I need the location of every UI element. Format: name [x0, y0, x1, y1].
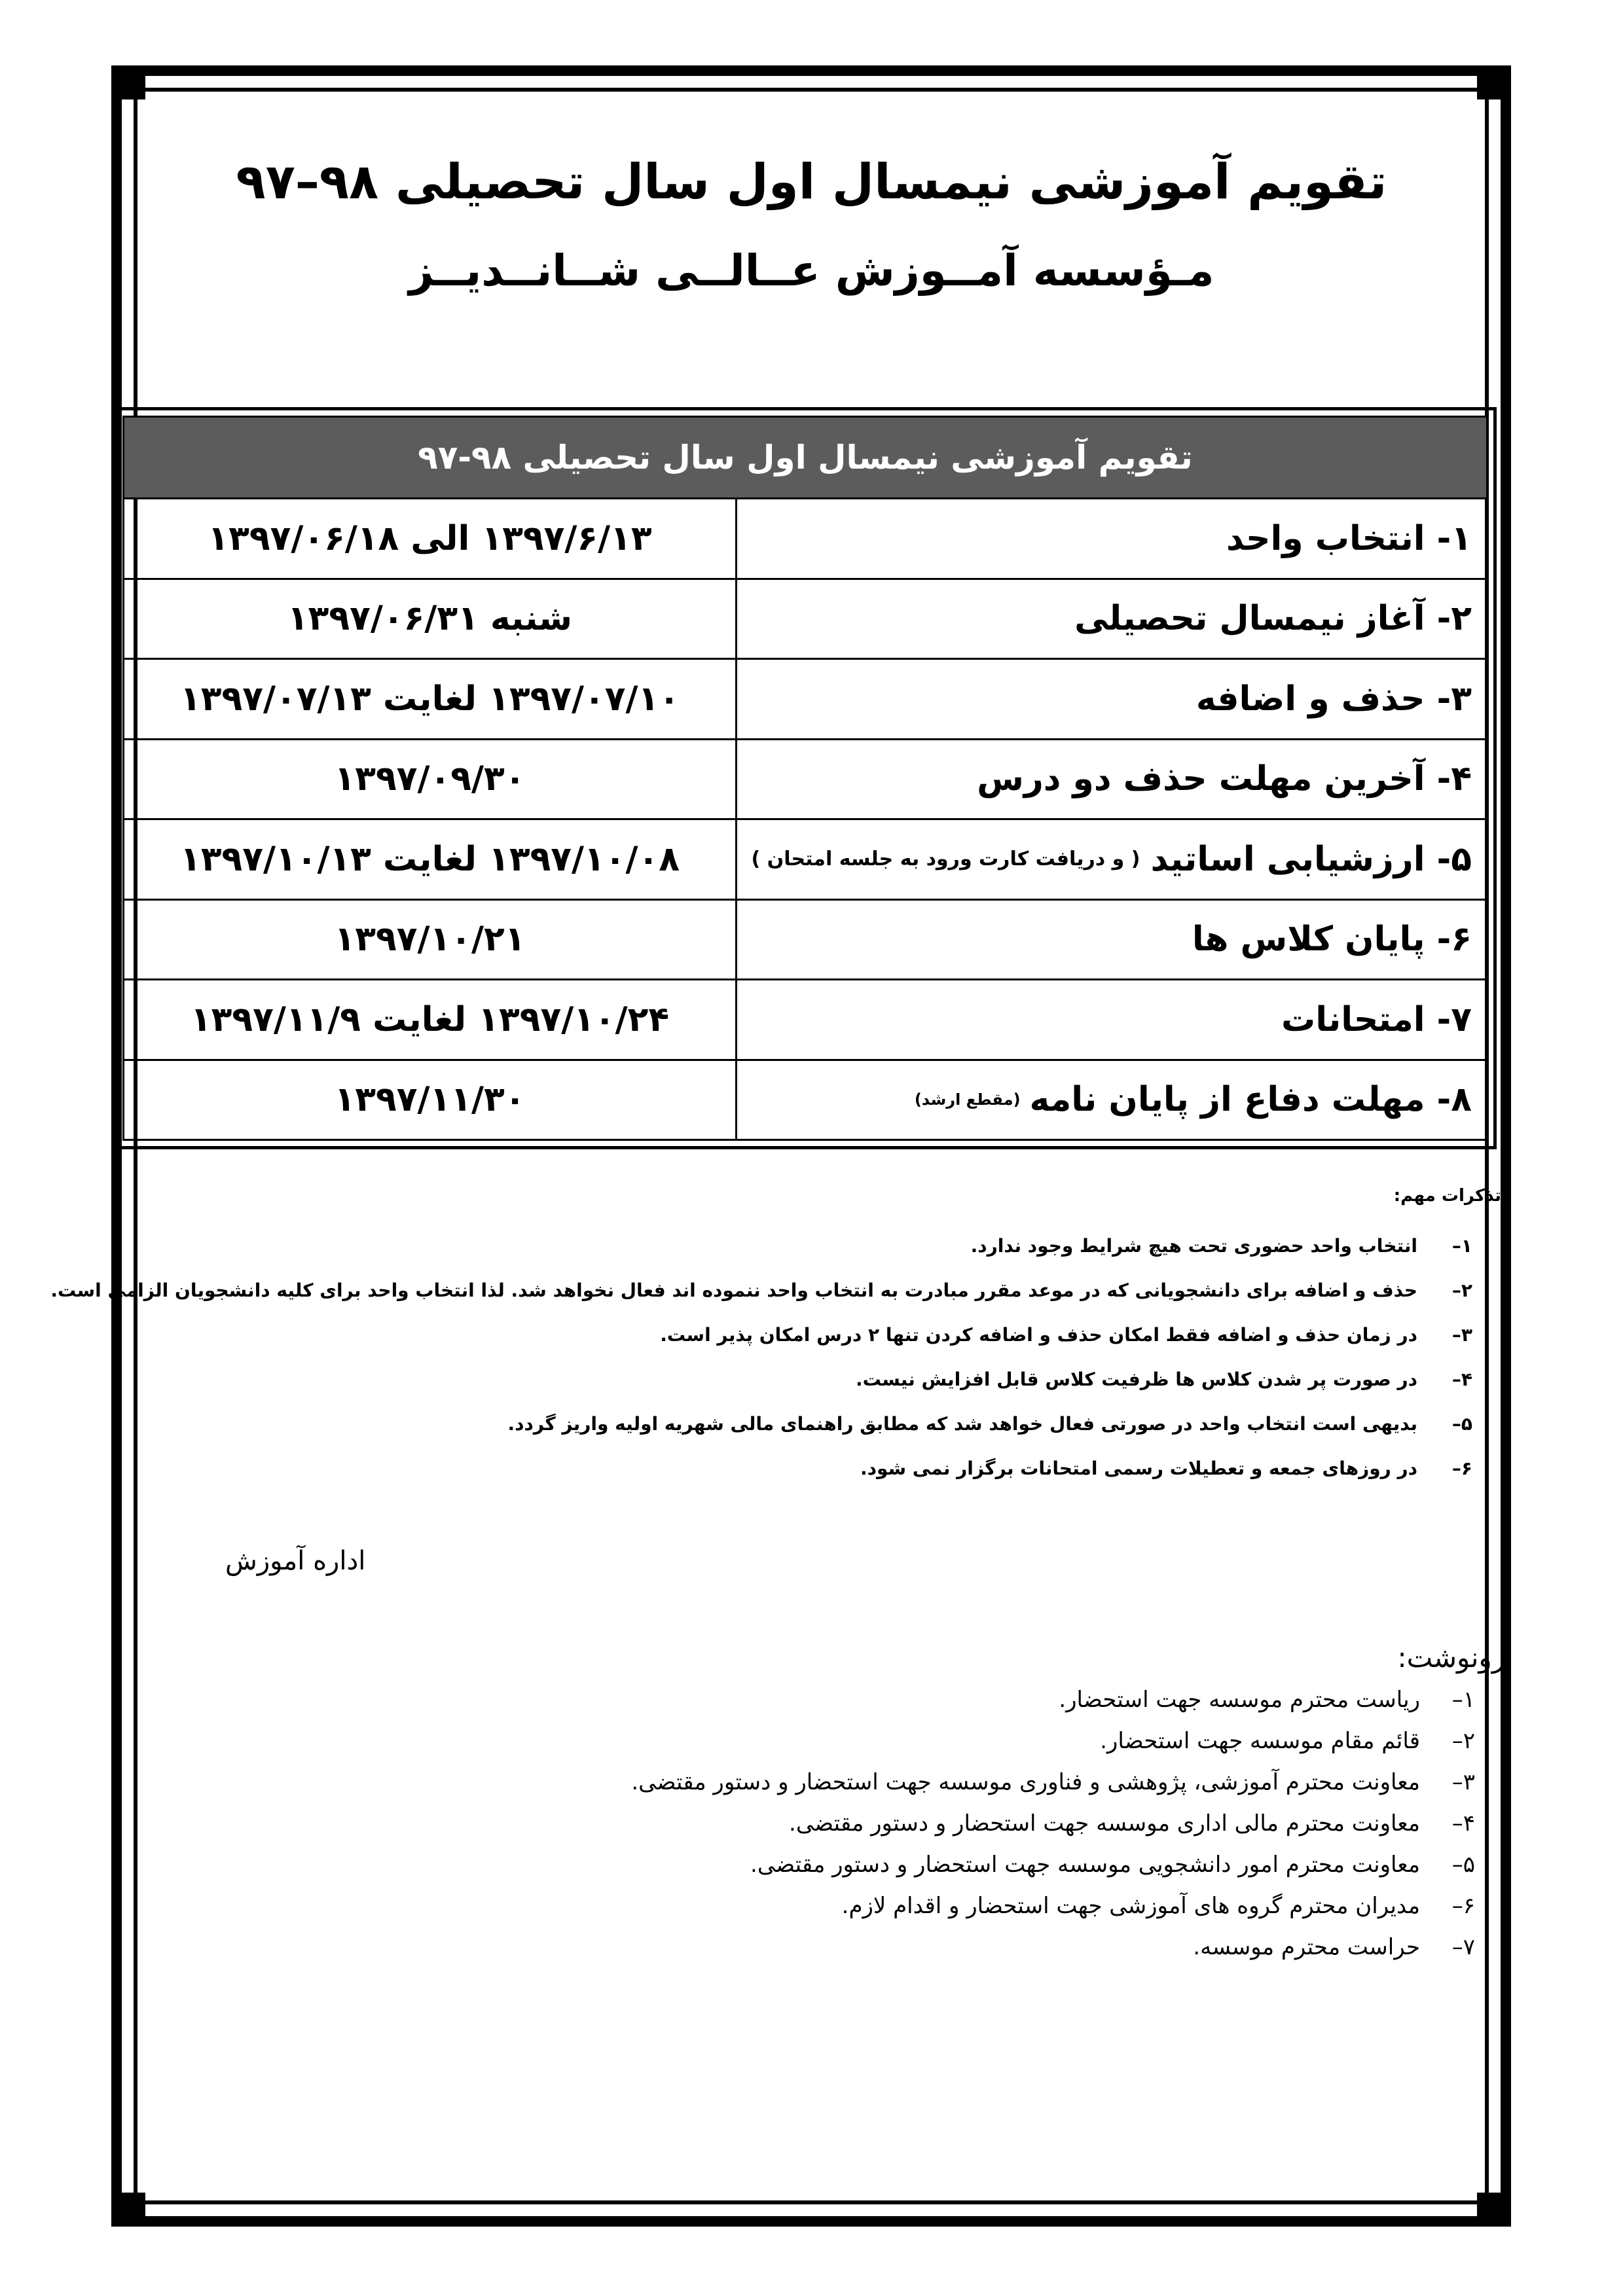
row-label: ۶- پایان کلاس ها — [1192, 920, 1472, 960]
item-text: انتخاب واحد حضوری تحت هیچ شرایط وجود ندارد. — [970, 1235, 1417, 1257]
list-item — [166, 1844, 1475, 1886]
item-text: معاونت محترم امور دانشجویی موسسه جهت استحضار و دستور مقتضی. — [750, 1852, 1420, 1878]
row-label-cell — [735, 580, 1486, 658]
table-row — [124, 580, 1486, 660]
list-item — [166, 1927, 1475, 1968]
notes-title: تذکرات مهم: — [1393, 1186, 1501, 1206]
document-title: تقویم آموزشی نیمسال اول سال تحصیلی ۹۸–۹۷ — [236, 154, 1387, 210]
list-item — [163, 1446, 1472, 1491]
row-label-cell — [735, 980, 1486, 1059]
table-row — [124, 740, 1486, 821]
item-number: ۱– — [1451, 1687, 1475, 1713]
frame-corner — [1477, 2193, 1511, 2227]
row-date: ۱۳۹۷/۰۹/۳۰ — [334, 759, 526, 799]
list-item — [50, 1268, 1472, 1313]
item-number: ۲– — [1451, 1728, 1475, 1754]
table-row — [124, 820, 1486, 901]
list-item — [166, 1679, 1475, 1721]
item-number: ۴– — [1451, 1810, 1475, 1837]
list-item — [166, 1721, 1475, 1762]
item-text: در روزهای جمعه و تعطیلات رسمی امتحانات برگزار نمی شود. — [860, 1458, 1417, 1479]
list-item — [163, 1357, 1472, 1402]
row-note: (مقطع ارشد) — [914, 1090, 1021, 1109]
row-label-cell — [735, 660, 1486, 738]
list-item — [163, 1313, 1472, 1357]
list-item — [166, 1886, 1475, 1927]
table-row — [124, 660, 1486, 740]
item-number: ۳– — [1451, 1324, 1472, 1346]
notes-list — [50, 1224, 1472, 1491]
row-date: ۱۳۹۷/۰۷/۱۰ لغایت ۱۳۹۷/۰۷/۱۳ — [180, 679, 680, 719]
item-text: در زمان حذف و اضافه فقط امکان حذف و اضافه کردن تنها ۲ درس امکان پذیر است. — [660, 1324, 1417, 1346]
row-date: ۱۳۹۷/۱۰/۲۴ لغایت ۱۳۹۷/۱۱/۹ — [190, 999, 670, 1039]
institute-name: مـؤسسه آمــوزش عــالــی شــانــدیــز — [409, 245, 1214, 296]
item-text: مدیران محترم گروه های آموزشی جهت استحضار و اقدام لازم. — [841, 1893, 1420, 1919]
cc-list — [166, 1679, 1475, 1968]
row-label: ۲- آغاز نیمسال تحصیلی — [1074, 599, 1472, 639]
row-label: ۷- امتحانات — [1281, 999, 1472, 1039]
item-text: ریاست محترم موسسه جهت استحضار. — [1059, 1687, 1420, 1713]
table-row — [124, 980, 1486, 1061]
item-text: معاونت محترم مالی اداری موسسه جهت استحضار و دستور مقتضی. — [789, 1810, 1420, 1837]
table-row — [124, 1061, 1486, 1139]
row-label-cell — [735, 901, 1486, 979]
item-text: معاونت محترم آموزشی، پژوهشی و فناوری موسسه جهت استحضار و دستور مقتضی. — [631, 1769, 1420, 1795]
item-number: ۷– — [1451, 1934, 1475, 1960]
education-office-signature: اداره آموزش — [225, 1546, 366, 1576]
row-date: ۱۳۹۷/۶/۱۳ الی ۱۳۹۷/۰۶/۱۸ — [208, 518, 652, 558]
item-number: ۱– — [1451, 1235, 1472, 1257]
row-date: ۱۳۹۷/۱۱/۳۰ — [334, 1080, 526, 1120]
frame-corner — [111, 65, 145, 99]
calendar-table-inner — [122, 416, 1488, 1141]
row-date: شنبه ۱۳۹۷/۰۶/۳۱ — [287, 599, 573, 639]
row-date: ۱۳۹۷/۱۰/۲۱ — [334, 920, 526, 960]
list-item — [166, 1762, 1475, 1803]
calendar-table-header: تقویم آموزشی نیمسال اول سال تحصیلی ۹۸-۹۷ — [124, 418, 1486, 499]
row-label-cell — [735, 499, 1486, 578]
row-label-cell — [735, 740, 1486, 819]
calendar-table — [114, 407, 1497, 1149]
row-date: ۱۳۹۷/۱۰/۰۸ لغایت ۱۳۹۷/۱۰/۱۳ — [180, 839, 680, 879]
list-item — [163, 1402, 1472, 1446]
item-text: حذف و اضافه برای دانشجویانی که در موعد مقرر مبادرت به انتخاب واحد ننموده اند فعال نخواهد شد. لذا انتخاب واحد برای کلیه دانشجویان الزامی است. — [50, 1280, 1417, 1301]
list-item — [166, 1803, 1475, 1844]
item-text: قائم مقام موسسه جهت استحضار. — [1100, 1728, 1420, 1754]
item-number: ۵– — [1451, 1413, 1472, 1435]
item-number: ۴– — [1451, 1369, 1472, 1390]
item-number: ۶– — [1451, 1893, 1475, 1919]
item-text: حراست محترم موسسه. — [1193, 1934, 1420, 1960]
table-row — [124, 499, 1486, 580]
row-label: ۸- مهلت دفاع از پایان نامه — [1029, 1080, 1472, 1120]
item-number: ۲– — [1451, 1280, 1472, 1301]
frame-corner — [1477, 65, 1511, 99]
list-item — [163, 1224, 1472, 1268]
item-number: ۶– — [1451, 1458, 1472, 1479]
item-text: در صورت پر شدن کلاس ها ظرفیت کلاس قابل افزایش نیست. — [856, 1369, 1417, 1390]
row-label-cell — [735, 1061, 1486, 1139]
cc-title: رونوشت: — [1397, 1641, 1505, 1674]
row-label: ۴- آخرین مهلت حذف دو درس — [977, 759, 1472, 799]
row-label: ۳- حذف و اضافه — [1195, 679, 1472, 719]
table-row — [124, 901, 1486, 981]
item-number: ۵– — [1451, 1852, 1475, 1878]
row-label-cell — [735, 820, 1486, 899]
row-label: ۵- ارزشیابی اساتید — [1150, 839, 1472, 879]
row-label: ۱- انتخاب واحد — [1226, 518, 1472, 558]
item-text: بدیهی است انتخاب واحد در صورتی فعال خواهد شد که مطابق راهنمای مالی شهریه اولیه واریز گردد. — [507, 1413, 1417, 1435]
frame-corner — [111, 2193, 145, 2227]
row-note: ( و دریافت کارت ورود به جلسه امتحان ) — [751, 848, 1140, 871]
item-number: ۳– — [1451, 1769, 1475, 1795]
